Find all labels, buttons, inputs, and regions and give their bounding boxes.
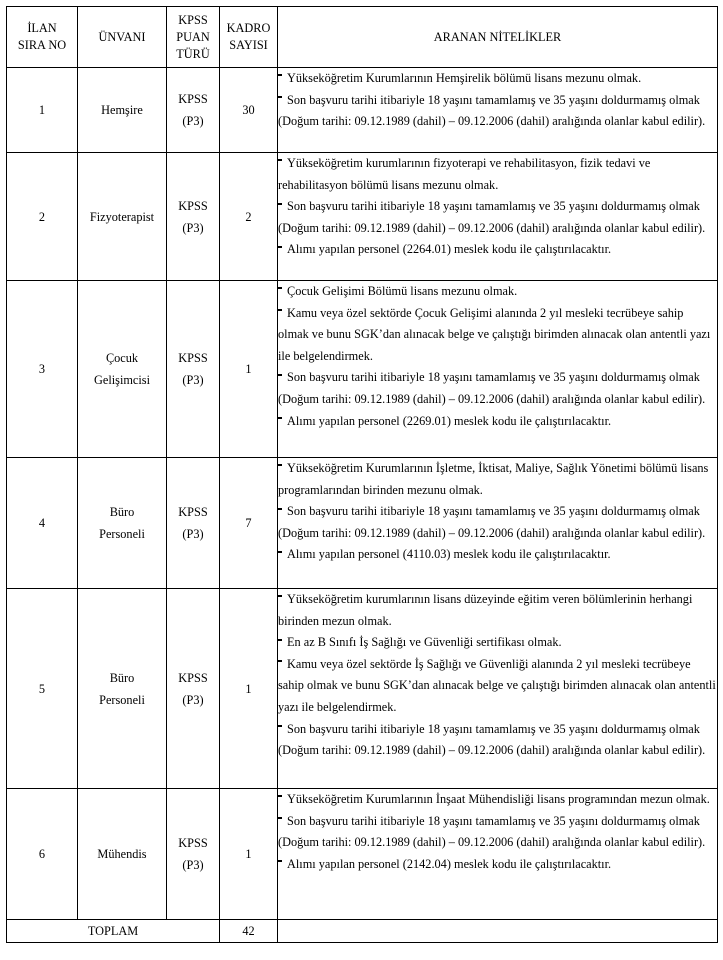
header-ilan-sira-no: İLAN SIRA NO xyxy=(7,7,78,68)
table-row xyxy=(7,153,718,281)
requirement-item xyxy=(278,153,717,196)
requirement-text: Alımı yapılan personel (2142.04) meslek kodu ile çalıştırılacaktır. xyxy=(287,856,612,871)
requirement-item xyxy=(278,719,717,762)
row-requirements xyxy=(278,68,718,153)
row-kpss-line: (P3) xyxy=(182,373,204,387)
requirement-text: Yükseköğretim Kurumlarının Hemşirelik bölümü lisans mezunu olmak. xyxy=(287,71,642,85)
header-kpss-puan-turu: KPSS PUAN TÜRÜ xyxy=(167,7,220,68)
row-kpss-type xyxy=(167,68,220,153)
row-number: 1 xyxy=(7,68,78,153)
row-kpss-line: KPSS xyxy=(178,505,208,519)
requirement-text: Son başvuru tarihi itibariyle 18 yaşını tamamlamış ve 35 yaşını doldurmamış olmak (Doğum tarihi: 09.12.1989 (dahil) – 09.12.2006 (dahil) aralığında olanlar kabul edilir). xyxy=(278,813,706,850)
row-requirements xyxy=(278,589,718,789)
requirement-item xyxy=(278,367,717,410)
row-title xyxy=(78,458,167,589)
row-requirements xyxy=(278,789,718,920)
row-kpss-type xyxy=(167,458,220,589)
total-count: 42 xyxy=(220,920,278,943)
requirement-item xyxy=(278,544,717,566)
header-row xyxy=(7,7,718,68)
requirement-item xyxy=(278,458,717,501)
row-kpss-line: KPSS xyxy=(178,198,208,213)
row-requirements xyxy=(278,458,718,589)
requirement-item xyxy=(278,854,717,876)
row-count: 1 xyxy=(220,281,278,458)
row-title xyxy=(78,153,167,281)
row-kpss-line: (P3) xyxy=(182,858,204,872)
total-label: TOPLAM xyxy=(7,920,220,943)
dash-bullet-icon xyxy=(278,551,282,553)
requirement-item xyxy=(278,501,717,544)
row-count: 7 xyxy=(220,458,278,589)
row-kpss-line: KPSS xyxy=(178,92,208,106)
dash-bullet-icon xyxy=(278,374,282,376)
row-kpss-line: KPSS xyxy=(178,670,208,685)
dash-bullet-icon xyxy=(278,639,282,641)
requirement-text: Son başvuru tarihi itibariyle 18 yaşını tamamlamış ve 35 yaşını doldurmamış olmak (Doğum tarihi: 09.12.1989 (dahil) – 09.12.2006 (dahil) aralığında olanlar kabul edilir). xyxy=(278,504,706,540)
header-kadro-sayisi: KADRO SAYISI xyxy=(220,7,278,68)
dash-bullet-icon xyxy=(278,203,282,205)
dash-bullet-icon xyxy=(278,309,282,311)
table-row xyxy=(7,281,718,458)
requirement-item xyxy=(278,90,717,133)
dash-bullet-icon xyxy=(278,417,282,419)
row-title-line: Mühendis xyxy=(97,847,147,861)
requirement-item xyxy=(278,68,717,90)
dash-bullet-icon xyxy=(278,660,282,662)
dash-bullet-icon xyxy=(278,817,282,819)
dash-bullet-icon xyxy=(278,595,282,597)
row-count: 1 xyxy=(220,589,278,789)
requirement-item xyxy=(278,789,717,811)
requirement-item xyxy=(278,239,717,261)
row-kpss-type xyxy=(167,281,220,458)
row-kpss-line: (P3) xyxy=(182,527,204,541)
requirement-item xyxy=(278,196,717,239)
row-requirements xyxy=(278,153,718,281)
requirement-item xyxy=(278,811,717,854)
row-kpss-line: (P3) xyxy=(182,692,204,707)
table-row xyxy=(7,458,718,589)
row-kpss-line: (P3) xyxy=(182,114,204,128)
requirement-item xyxy=(278,589,717,632)
row-count: 1 xyxy=(220,789,278,920)
dash-bullet-icon xyxy=(278,508,282,510)
dash-bullet-icon xyxy=(278,464,282,466)
table-row xyxy=(7,68,718,153)
total-row xyxy=(7,920,718,943)
requirement-text: Kamu veya özel sektörde İş Sağlığı ve Güvenliği alanında 2 yıl mesleki tecrübeye sahip olmak ve bunu SGK’dan alınacak belge ve çalıştığı birimden alınacak olan antentli yazı ile belgelendirmek. xyxy=(278,656,716,714)
dash-bullet-icon xyxy=(278,246,282,248)
requirement-text: En az B Sınıfı İş Sağlığı ve Güvenliği sertifikası olmak. xyxy=(287,635,562,650)
row-number: 4 xyxy=(7,458,78,589)
requirement-text: Yükseköğretim Kurumlarının İnşaat Mühendisliği lisans programından mezun olmak. xyxy=(287,792,710,806)
requirement-text: Son başvuru tarihi itibariyle 18 yaşını tamamlamış ve 35 yaşını doldurmamış olmak (Doğum tarihi: 09.12.1989 (dahil) – 09.12.2006 (dahil) aralığında olanlar kabul edilir). xyxy=(278,92,706,129)
requirement-item xyxy=(278,411,717,433)
requirement-text: Çocuk Gelişimi Bölümü lisans mezunu olmak. xyxy=(287,284,518,298)
requirement-text: Son başvuru tarihi itibariyle 18 yaşını tamamlamış ve 35 yaşını doldurmamış olmak (Doğum tarihi: 09.12.1989 (dahil) – 09.12.2006 (dahil) aralığında olanlar kabul edilir). xyxy=(278,721,706,758)
row-title-line: Çocuk xyxy=(105,351,139,365)
dash-bullet-icon xyxy=(278,74,282,76)
dash-bullet-icon xyxy=(278,159,282,161)
table-row xyxy=(7,789,718,920)
row-kpss-type xyxy=(167,789,220,920)
requirement-item xyxy=(278,303,717,368)
dash-bullet-icon xyxy=(278,287,282,289)
requirement-item xyxy=(278,632,717,654)
positions-table xyxy=(6,6,718,943)
header-unvani: ÜNVANI xyxy=(78,7,167,68)
row-kpss-line: KPSS xyxy=(178,836,208,850)
row-title-line: Büro xyxy=(109,505,135,519)
row-kpss-type xyxy=(167,153,220,281)
row-title-line: Personeli xyxy=(99,692,145,707)
dash-bullet-icon xyxy=(278,860,282,862)
requirement-text: Alımı yapılan personel (2264.01) meslek kodu ile çalıştırılacaktır. xyxy=(287,242,612,257)
requirement-text: Yükseköğretim kurumlarının lisans düzeyinde eğitim veren bölümlerinin herhangi birinden mezun olmak. xyxy=(278,592,693,628)
dash-bullet-icon xyxy=(278,795,282,797)
row-kpss-line: (P3) xyxy=(182,220,204,235)
row-count: 30 xyxy=(220,68,278,153)
requirement-text: Yükseköğretim kurumlarının fizyoterapi ve rehabilitasyon, fizik tedavi ve rehabilitasyon bölümü lisans mezunu olmak. xyxy=(278,156,651,192)
requirement-text: Kamu veya özel sektörde Çocuk Gelişimi alanında 2 yıl mesleki tecrübeye sahip olmak ve bunu SGK’dan alınacak belge ve çalıştığı birimden alınacak olan antentli yazı ile belgelendirmek. xyxy=(278,305,711,363)
requirement-text: Yükseköğretim Kurumlarının İşletme, İktisat, Maliye, Sağlık Yönetimi bölümü lisans programlarından birinden mezunu olmak. xyxy=(278,461,709,497)
row-kpss-type xyxy=(167,589,220,789)
requirement-text: Alımı yapılan personel (4110.03) meslek kodu ile çalıştırılacaktır. xyxy=(287,547,611,562)
row-number: 3 xyxy=(7,281,78,458)
row-number: 2 xyxy=(7,153,78,281)
table-row xyxy=(7,589,718,789)
row-title-line: Fizyoterapist xyxy=(89,209,155,224)
row-kpss-line: KPSS xyxy=(178,351,208,365)
row-number: 6 xyxy=(7,789,78,920)
row-title-line: Büro xyxy=(109,670,135,685)
requirement-text: Alımı yapılan personel (2269.01) meslek kodu ile çalıştırılacaktır. xyxy=(287,413,612,428)
row-title xyxy=(78,281,167,458)
row-number: 5 xyxy=(7,589,78,789)
header-aranan-nitelikler: ARANAN NİTELİKLER xyxy=(278,7,718,68)
row-title-line: Gelişimcisi xyxy=(93,373,150,387)
dash-bullet-icon xyxy=(278,96,282,98)
row-title-line: Personeli xyxy=(99,527,145,541)
row-title-line: Hemşire xyxy=(101,103,143,117)
row-count: 2 xyxy=(220,153,278,281)
requirement-text: Son başvuru tarihi itibariyle 18 yaşını tamamlamış ve 35 yaşını doldurmamış olmak (Doğum tarihi: 09.12.1989 (dahil) – 09.12.2006 (dahil) aralığında olanlar kabul edilir). xyxy=(278,199,706,235)
row-requirements xyxy=(278,281,718,458)
requirement-text: Son başvuru tarihi itibariyle 18 yaşını tamamlamış ve 35 yaşını doldurmamış olmak (Doğum tarihi: 09.12.1989 (dahil) – 09.12.2006 (dahil) aralığında olanlar kabul edilir). xyxy=(278,370,706,406)
requirement-item xyxy=(278,654,717,719)
row-title xyxy=(78,789,167,920)
total-empty-cell xyxy=(278,920,718,943)
dash-bullet-icon xyxy=(278,725,282,727)
requirement-item xyxy=(278,281,717,303)
row-title xyxy=(78,68,167,153)
row-title xyxy=(78,589,167,789)
